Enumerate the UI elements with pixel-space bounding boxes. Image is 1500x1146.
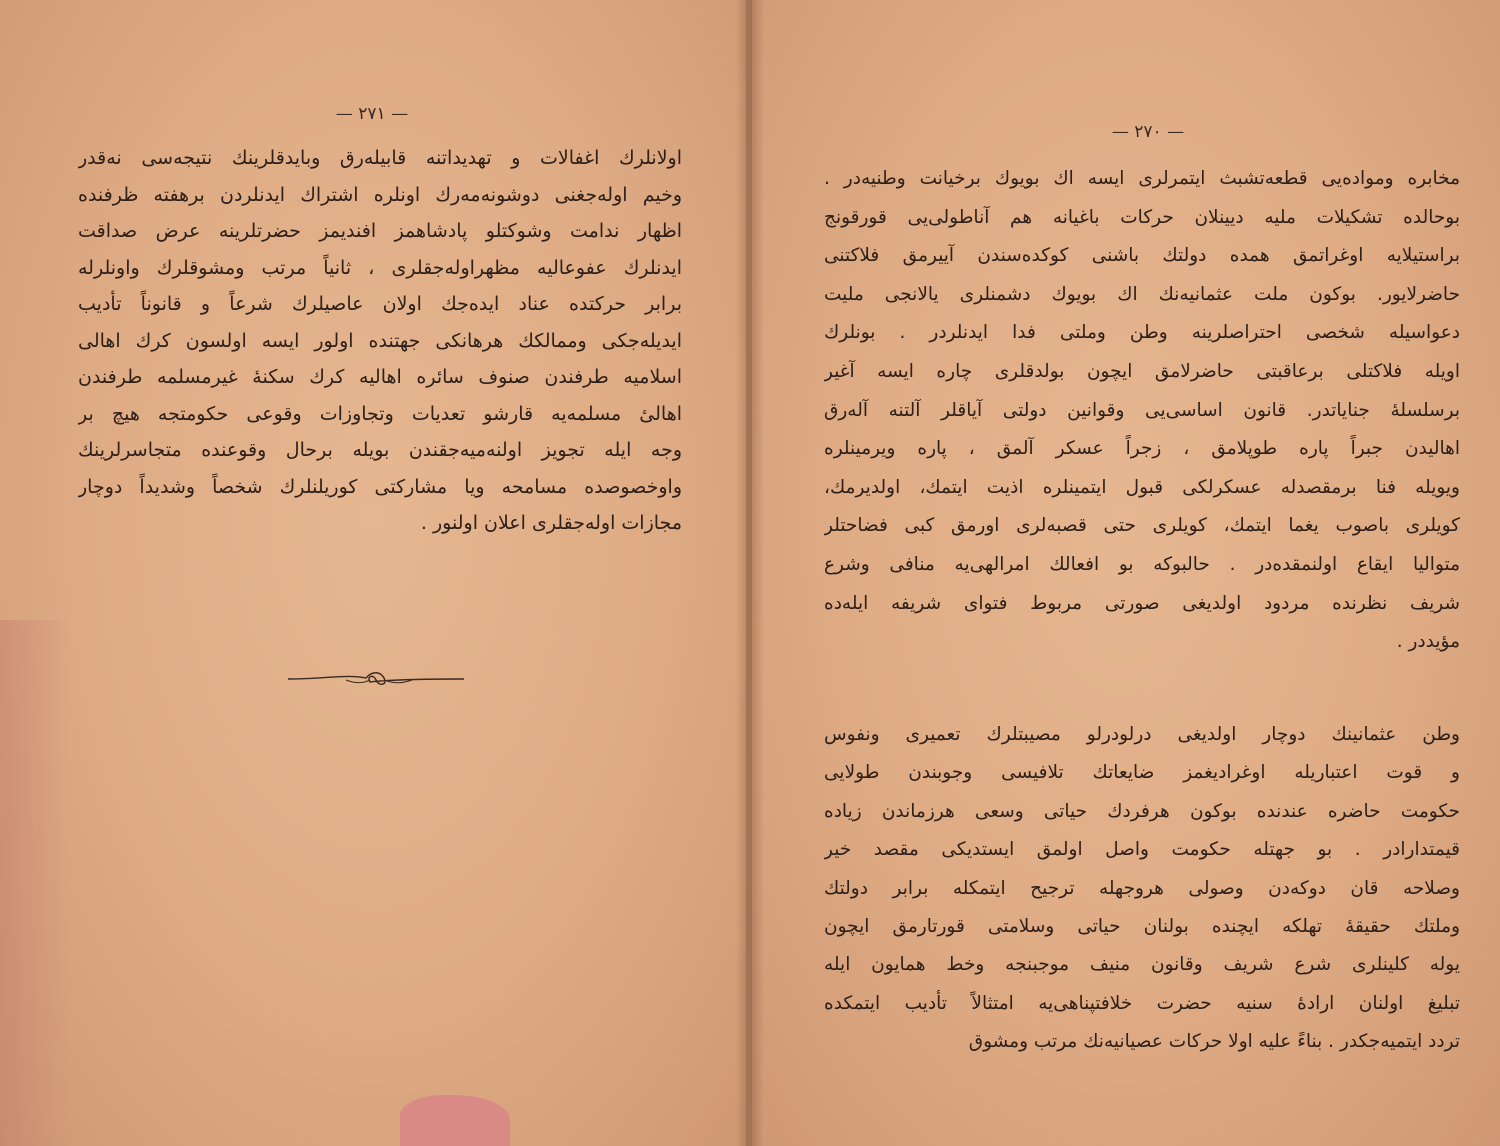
text-line: يوله كلينلری شرع شريف وقانون منيف موجبنجه وخط همايون ايله <box>824 954 1460 976</box>
text-line: واوخصوصده مسامحه ويا مشاركتی كوريلنلرك شخصاً وشديداً دوچار <box>78 475 682 498</box>
text-line: ايديله‌جكی وممالكك هرهانكی جهتنده اولور ايسه اولسون كرك اهالی <box>78 329 682 352</box>
page-stain <box>0 620 70 1146</box>
text-line: اولانلرك اغفالات و تهديداتنه قابيله‌رق وبايدقلرينك نتيجه‌سی نه‌قدر <box>78 147 682 169</box>
text-line: كويلری باصوب يغما ايتمك، كويلری حتی قصبه‌لری اورمق كبی فضاحتلر <box>824 515 1460 537</box>
right-page <box>750 0 1500 1146</box>
text-line: اويله فلاكتلی برعاقبتی حاضرلامق ايچون بولدقلری چاره ايسه آغير <box>824 360 1460 382</box>
right-page-paragraph-2 <box>824 716 1460 1062</box>
text-line: اظهار ندامت وشوكتلو پادشاهمز افنديمز حضرتلرينه عرض صداقت <box>78 220 682 242</box>
text-line: وطن عثمانينك دوچار اولديغی درلودرلو مصيبتلرك تعميری ونفوس <box>824 724 1460 745</box>
page-number-left: — ٢٧١ — <box>335 104 409 124</box>
text-line: تبليغ اولنان ارادهٔ سنيه حضرت خلافتپناهی‌يه امتثالاً تأديب ايتمكده <box>824 992 1460 1014</box>
text-line: حكومت حاضره عندنده بوكون هرفردك حياتی وسعی هرزماندن زياده <box>824 800 1460 822</box>
text-line: ايدنلرك عفوعاليه مظهراوله‌جقلری ، ثانياً مرتب ومشوقلرك واونلرله <box>78 256 682 279</box>
text-line: وصلاحه قان دوكه‌دن وصولی هروجهله ترجيح ايتمكله برابر دولتك <box>824 877 1460 899</box>
text-line: وخيم اوله‌جغنی دوشونه‌مه‌رك اونلره اشتراك ايدنلردن برهفته ظرفنده <box>78 183 682 206</box>
text-line: مجازات اوله‌جقلری اعلان اولنور . <box>420 512 682 534</box>
text-line: قيمتدارادر . بو جهتله حكومت واصل اولمق ايستديكی مقصد خير <box>824 839 1460 861</box>
text-line: شريف نظرنده مردود اولديغی صورتی مربوط فتوای شريفه ايله‌ده <box>824 592 1460 614</box>
text-line: برسلسلهٔ جناياتدر. قانون اساسی‌يی وقوانين دولتی آياقلر آلتنه آله‌رق <box>824 399 1460 421</box>
text-line: بوحالده تشكيلات مليه ديينلان حركات باغيانه هم آناطولی‌يی قورقونج <box>824 206 1460 228</box>
text-line: و قوت اعتباريله اوغراديغمز ضايعاتك تلافيسی وجوبندن طولايی <box>824 762 1460 784</box>
text-line: اسلاميه طرفندن صنوف سائره اهاليه كرك سكنهٔ غيرمسلمه طرفندن <box>78 366 682 388</box>
right-page-paragraph-1 <box>824 160 1460 662</box>
left-page-text <box>78 140 682 542</box>
page-number-right: — ٢٧٠ — <box>1111 122 1185 142</box>
text-line: وجه ايله تجويز اولنه‌ميه‌جقندن بويله برحال وقوعنده متجاسرلرينك <box>78 439 682 461</box>
text-line: براستيلايه اوغراتمق همده دولتك باشنی كوكده‌سندن آييرمق فلاكتنی <box>824 245 1460 267</box>
text-line: اهالیٔ مسلمه‌يه قارشو تعديات وتجاوزات وقوعی حكومتجه هيچ بر <box>78 402 682 425</box>
text-line: مؤيددر . <box>1396 631 1460 653</box>
text-line: متواليا ايقاع اولنمقده‌در . حالبوكه بو افعالك امرالهی‌يه منافی وشرع <box>824 553 1460 575</box>
text-line: مخابره ومواده‌يی قطعه‌تشبث ايتمرلری ايسه اك بويوك برخيانت وطنيه‌در . <box>824 168 1460 189</box>
book-gutter <box>736 0 764 1146</box>
text-line: وملتك حقيقهٔ تهلكه ايچنده بولنان حياتی وسلامتی قورتارمق ايچون <box>824 916 1460 938</box>
text-line: ويويله فنا برمقصدله عسكرلكی قبول ايتمينلره اذيت ايتمك، اولديرمك، <box>824 476 1460 498</box>
left-page <box>0 0 748 1146</box>
text-line: حاضرلايور. بوكون ملت عثمانيه‌نك اك بويوك دشمنلری يالانجی مليت <box>824 283 1460 305</box>
text-line: دعواسيله شخصی احتراصلرينه وطن وملتی فدا ايدنلردر . بونلرك <box>824 322 1460 344</box>
text-line: برابر حركتده عناد ايده‌جك اولان عاصيلرك شرعاً و قانوناً تأديب <box>78 293 682 315</box>
torn-corner <box>400 1095 510 1146</box>
ornament-divider-icon <box>286 668 466 690</box>
text-line: اهاليدن جبراً پاره طوپلامق ، زجراً عسكر آلمق ، پاره ويرمينلره <box>824 438 1460 460</box>
text-line: تردد ايتميه‌جكدر . بناءً عليه اولا حركات عصيانيه‌نك مرتب ومشوق <box>968 1031 1460 1053</box>
